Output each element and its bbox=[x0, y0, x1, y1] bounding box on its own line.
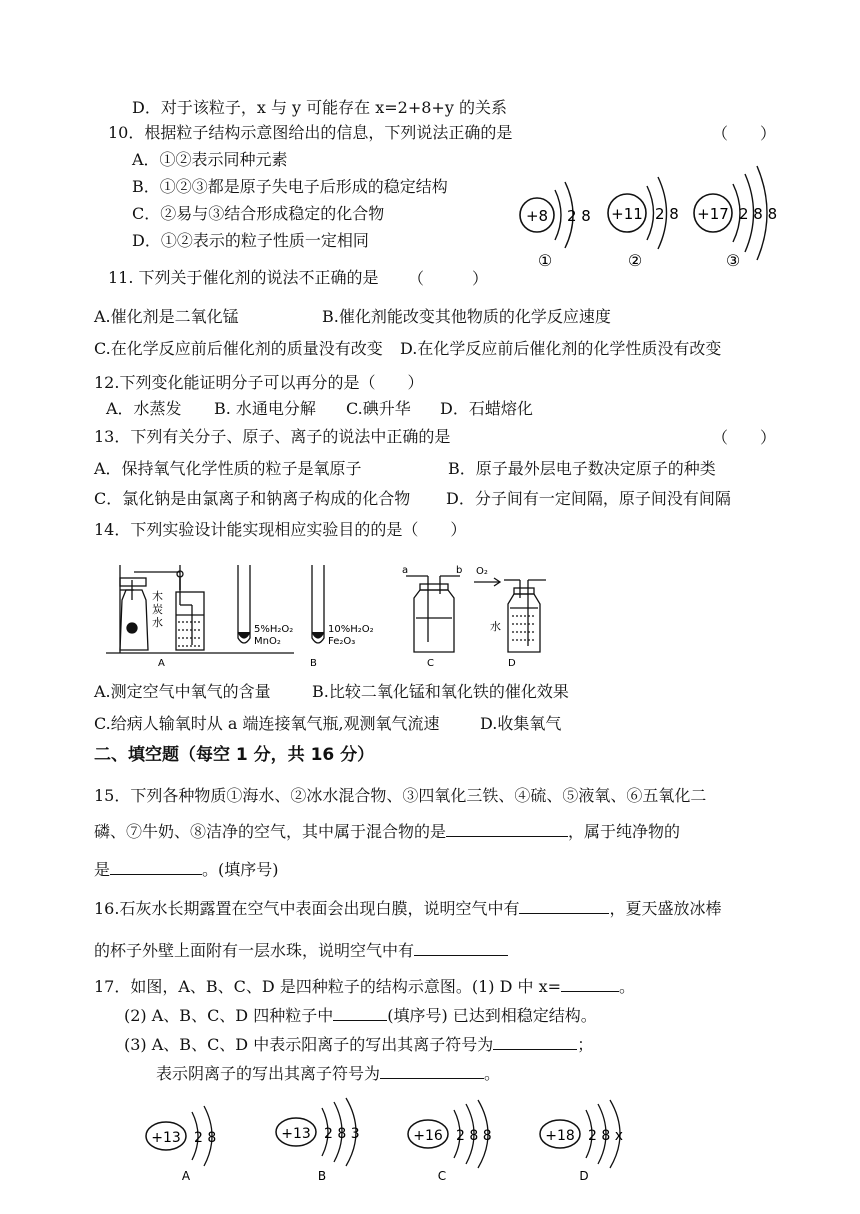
q15-line-1: 15．下列各种物质①海水、②冰水混合物、③四氧化三铁、④硫、⑤液氧、⑥五氧化二 bbox=[94, 786, 707, 805]
apparatus-a-label: A bbox=[158, 658, 165, 669]
q17-atom-c-nucleus: +16 bbox=[413, 1128, 443, 1144]
q15-line-2: 磷、⑦牛奶、⑧洁净的空气，其中属于混合物的是 ，属于纯净物的 bbox=[94, 818, 680, 844]
q17-atom-b-label: B bbox=[317, 1169, 327, 1183]
q16-blank-1[interactable] bbox=[519, 895, 609, 914]
atom-2-shells: 2 8 bbox=[655, 205, 679, 223]
q17-atom-a bbox=[146, 1106, 216, 1183]
q12-option-d: D．石蜡熔化 bbox=[440, 399, 533, 418]
q17-atom-d-nucleus: +18 bbox=[545, 1128, 575, 1144]
q11-answer-paren: （ ） bbox=[408, 269, 489, 288]
q17-atom-c bbox=[408, 1100, 492, 1183]
q17-atom-a-shells: 2 8 bbox=[194, 1130, 217, 1146]
q15-blank-mixture[interactable] bbox=[446, 818, 568, 837]
apparatus-c-text-a: a bbox=[402, 565, 409, 576]
q10-option-a: A．①②表示同种元素 bbox=[132, 150, 288, 169]
q11-option-a: A.催化剂是二氧化锰 bbox=[94, 307, 239, 326]
q16-line-2: 的杯子外壁上面附有一层水珠，说明空气中有 bbox=[94, 937, 508, 963]
atom-1-shells: 2 8 bbox=[567, 207, 591, 225]
apparatus-d-text-water: 水 bbox=[490, 620, 501, 633]
atom-3-nucleus: +17 bbox=[697, 205, 729, 223]
q12-option-c: C.碘升华 bbox=[346, 399, 411, 418]
apparatus-b-text-1: 5%H₂O₂ bbox=[254, 624, 294, 635]
q17-atom-d-shells: 2 8 x bbox=[588, 1128, 623, 1144]
apparatus-a-text-2: 炭 bbox=[152, 603, 163, 616]
q17-blank-x[interactable] bbox=[561, 973, 619, 992]
q13-option-c: C．氯化钠是由氯离子和钠离子构成的化合物 bbox=[94, 489, 411, 508]
q12-option-b: B. 水通电分解 bbox=[214, 399, 316, 418]
atom-2-nucleus: +11 bbox=[611, 205, 643, 223]
atom-2-label: ② bbox=[627, 251, 643, 270]
atom-1-nucleus: +8 bbox=[525, 207, 549, 225]
q10-stem: 10．根据粒子结构示意图给出的信息，下列说法正确的是 bbox=[108, 123, 513, 142]
apparatus-b-text-2: MnO₂ bbox=[254, 636, 281, 647]
q14-option-c: C.给病人输氧时从 a 端连接氧气瓶,观测氧气流速 bbox=[94, 714, 440, 733]
q12-option-a: A．水蒸发 bbox=[106, 399, 182, 418]
atom-diagram-1 bbox=[520, 182, 591, 270]
apparatus-a-text-1: 木 bbox=[152, 590, 163, 603]
apparatus-b-text-4: Fe₂O₃ bbox=[328, 636, 356, 647]
q17-atom-d-label: D bbox=[579, 1169, 589, 1183]
q17-line-3: (3) A、B、C、D 中表示阳离子的写出其离子符号为 ； bbox=[124, 1031, 593, 1057]
q17-atom-a-label: A bbox=[181, 1169, 191, 1183]
q14-option-d: D.收集氧气 bbox=[480, 714, 562, 733]
q13-answer-paren: （ ） bbox=[712, 428, 777, 447]
atom-diagram-3 bbox=[694, 166, 777, 270]
atom-3-label: ③ bbox=[725, 251, 741, 270]
q14-option-b: B.比较二氧化锰和氧化铁的催化效果 bbox=[312, 682, 569, 701]
q17-line-2: (2) A、B、C、D 四种粒子中 (填序号) 已达到相稳定结构。 bbox=[124, 1002, 597, 1028]
q15-line-3: 是 。(填序号) bbox=[94, 856, 279, 882]
q17-blank-anion[interactable] bbox=[380, 1060, 484, 1079]
apparatus-d bbox=[474, 578, 546, 652]
q9-option-d: D．对于该粒子，x 与 y 可能存在 x=2+8+y 的关系 bbox=[132, 98, 507, 117]
apparatus-c-label: C bbox=[427, 658, 434, 669]
apparatus-c-text-b: b bbox=[456, 565, 463, 576]
atom-3-shells: 2 8 8 bbox=[739, 205, 778, 223]
q12-stem: 12.下列变化能证明分子可以再分的是（ ） bbox=[94, 373, 424, 392]
q10-option-b: B．①②③都是原子失电子后形成的稳定结构 bbox=[132, 177, 448, 196]
atom-diagram-2 bbox=[608, 177, 679, 270]
q13-stem: 13．下列有关分子、原子、离子的说法中正确的是 bbox=[94, 427, 451, 446]
apparatus-c bbox=[406, 576, 460, 652]
apparatus-b-text-3: 10%H₂O₂ bbox=[328, 624, 374, 635]
q13-option-d: D．分子间有一定间隔，原子间没有间隔 bbox=[446, 489, 731, 508]
q16-line-1: 16.石灰水长期露置在空气中表面会出现白膜，说明空气中有 ，夏天盛放冰棒 bbox=[94, 895, 721, 921]
q13-option-b: B．原子最外层电子数决定原子的种类 bbox=[448, 459, 716, 478]
q11-option-d: D.在化学反应前后催化剂的化学性质没有改变 bbox=[400, 339, 722, 358]
apparatus-d-label: D bbox=[508, 658, 516, 669]
q17-atom-c-shells: 2 8 8 bbox=[456, 1128, 492, 1144]
q17-line-4: 表示阴离子的写出其离子符号为 。 bbox=[156, 1060, 500, 1086]
q17-atom-d bbox=[540, 1100, 623, 1183]
q11-option-b: B.催化剂能改变其他物质的化学反应速度 bbox=[322, 307, 611, 326]
section-title: 二、填空题（每空 1 分，共 16 分） bbox=[94, 745, 375, 765]
q10-answer-paren: （ ） bbox=[712, 124, 777, 143]
q17-line-1: 17．如图，A、B、C、D 是四种粒子的结构示意图。(1) D 中 x= 。 bbox=[94, 973, 635, 999]
apparatus-a-text-3: 水 bbox=[152, 616, 163, 629]
q17-atom-b-nucleus: +13 bbox=[281, 1126, 311, 1142]
q14-stem: 14．下列实验设计能实现相应实验目的的是（ ） bbox=[94, 520, 467, 539]
q13-option-a: A．保持氧气化学性质的粒子是氧原子 bbox=[94, 459, 362, 478]
atom-1-label: ① bbox=[537, 251, 553, 270]
q11-stem: 11. 下列关于催化剂的说法不正确的是 bbox=[108, 268, 379, 287]
q17-atom-diagrams bbox=[140, 1096, 660, 1190]
q15-blank-pure[interactable] bbox=[110, 856, 202, 875]
q17-atom-b-shells: 2 8 3 bbox=[324, 1126, 360, 1142]
q14-apparatus-figure bbox=[94, 560, 594, 675]
q17-blank-stable[interactable] bbox=[333, 1002, 387, 1021]
q10-option-c: C．②易与③结合形成稳定的化合物 bbox=[132, 204, 385, 223]
q14-option-a: A.测定空气中氧气的含量 bbox=[94, 682, 271, 701]
q17-atom-b bbox=[276, 1098, 360, 1183]
q10-option-d: D．①②表示的粒子性质一定相同 bbox=[132, 231, 369, 250]
apparatus-d-text-o2: O₂ bbox=[476, 566, 488, 577]
q17-atom-a-nucleus: +13 bbox=[151, 1130, 181, 1146]
q17-blank-cation[interactable] bbox=[493, 1031, 577, 1050]
q17-atom-c-label: C bbox=[437, 1169, 447, 1183]
apparatus-b-label: B bbox=[310, 658, 317, 669]
q10-atom-diagrams bbox=[505, 160, 795, 275]
q11-option-c: C.在化学反应前后催化剂的质量没有改变 bbox=[94, 339, 383, 358]
q16-blank-2[interactable] bbox=[414, 937, 508, 956]
